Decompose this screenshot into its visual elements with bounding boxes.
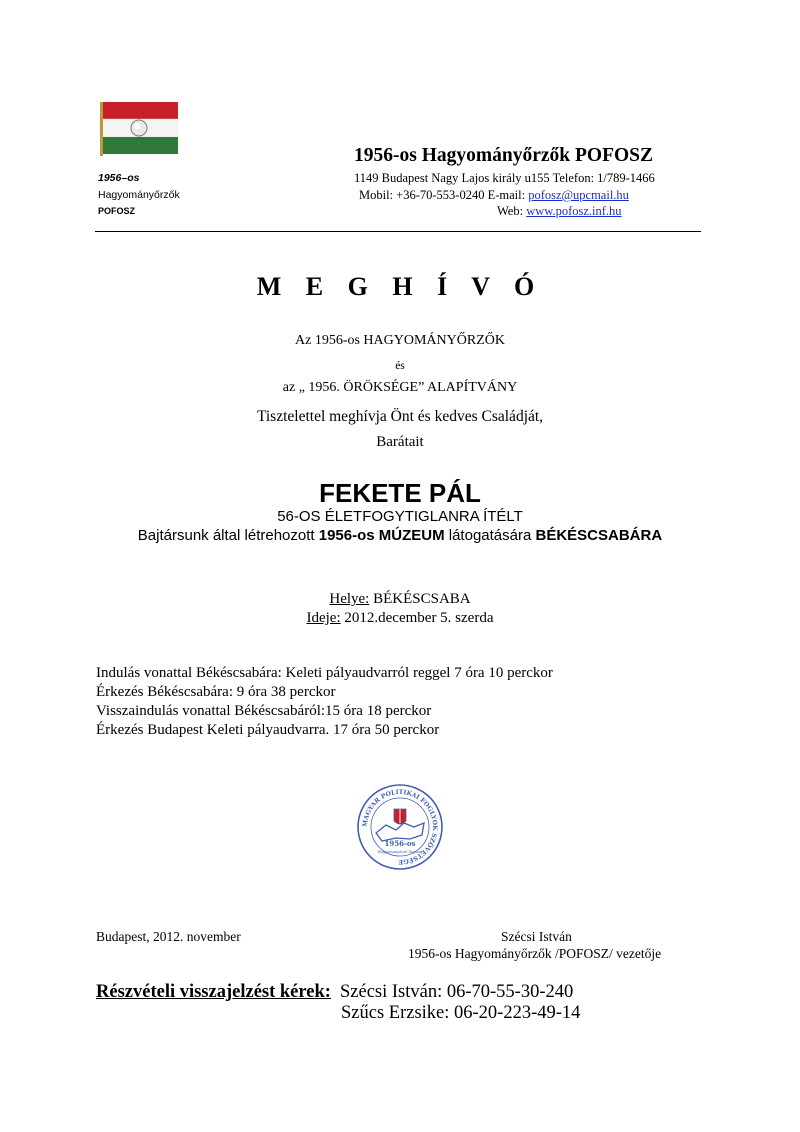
- invitation-line-3: az „ 1956. ÖRÖKSÉGE” ALAPÍTVÁNY: [282, 380, 518, 395]
- schedule-item: Érkezés Békéscsabára: 9 óra 38 perckor: [96, 684, 336, 700]
- org-name-line-3: POFOSZ: [98, 206, 136, 216]
- invitation-line-5: Barátait: [376, 434, 424, 450]
- event-desc-a: Bajtársunk által létrehozott: [137, 527, 319, 544]
- org-name-line-1: 1956–os: [98, 172, 140, 184]
- rsvp-contact-2: Szűcs Erzsike: 06-20-223-49-14: [341, 1003, 581, 1023]
- organization-title: 1956-os Hagyományőrzők POFOSZ: [354, 145, 654, 166]
- contact-line: [359, 188, 629, 203]
- svg-text:Hagyományőrző Tagozat: Hagyományőrző Tagozat: [377, 850, 423, 854]
- event-desc-museum: 1956-os MÚZEUM: [318, 527, 445, 544]
- address-line: 1149 Budapest Nagy Lajos király u155 Telefon: 1/789-1466: [354, 171, 655, 185]
- signature-name: Szécsi István: [501, 929, 572, 944]
- event-description: [0, 527, 800, 544]
- svg-text:1956-os: 1956-os: [384, 839, 416, 848]
- signature-place-date: Budapest, 2012. november: [96, 929, 241, 944]
- schedule-item: Visszaindulás vonattal Békéscsabáról:15 óra 18 perckor: [96, 703, 432, 719]
- pofosz-seal-emblem: [356, 783, 444, 871]
- honoree-name: FEKETE PÁL: [319, 478, 481, 508]
- hungarian-flag-pin-logo: [96, 100, 182, 158]
- date-value: 2012.december 5. szerda: [340, 610, 494, 626]
- place-value: BÉKÉSCSABA: [369, 591, 471, 607]
- date-label: Ideje:: [306, 610, 341, 626]
- svg-text:MAGYAR POLITIKAI FOGLYOK SZÖVE: MAGYAR POLITIKAI FOGLYOK SZÖVETSÉGE: [361, 788, 439, 866]
- signature-role: 1956-os Hagyományőrzők /POFOSZ/ vezetője: [408, 946, 662, 961]
- event-desc-c: látogatására: [444, 527, 536, 544]
- event-date: [0, 610, 800, 627]
- event-desc-city: BÉKÉSCSABÁRA: [535, 527, 663, 544]
- web-link[interactable]: www.pofosz.inf.hu: [526, 204, 622, 218]
- place-label: Helye:: [329, 591, 370, 607]
- invitation-line-4: Tisztelettel meghívja Önt és kedves Családját,: [256, 408, 544, 425]
- mobile-text: Mobil: +36-70-553-0240 E-mail:: [359, 188, 529, 202]
- rsvp-label: Részvételi visszajelzést kérek:: [96, 982, 331, 1002]
- org-name-line-2: Hagyományőrzők: [98, 189, 180, 201]
- event-place: [0, 591, 800, 608]
- invitation-line-2: és: [395, 360, 405, 372]
- email-link[interactable]: pofosz@upcmail.hu: [528, 188, 629, 202]
- schedule-item: Indulás vonattal Békéscsabára: Keleti pályaudvarról reggel 7 óra 10 perckor: [96, 665, 553, 681]
- invitation-line-1: Az 1956-os HAGYOMÁNYŐRZŐK: [295, 333, 505, 348]
- honoree-subtitle: 56-OS ÉLETFOGYTIGLANRA ÍTÉLT: [277, 508, 523, 525]
- rsvp-contact-1: Szécsi István: 06-70-55-30-240: [340, 982, 574, 1002]
- web-line: [497, 204, 622, 219]
- schedule-item: Érkezés Budapest Keleti pályaudvarra. 17 óra 50 perckor: [96, 722, 440, 738]
- header-divider: [95, 231, 701, 232]
- invitation-title: M E G H Í V Ó: [256, 272, 544, 301]
- web-text: Web:: [497, 204, 527, 218]
